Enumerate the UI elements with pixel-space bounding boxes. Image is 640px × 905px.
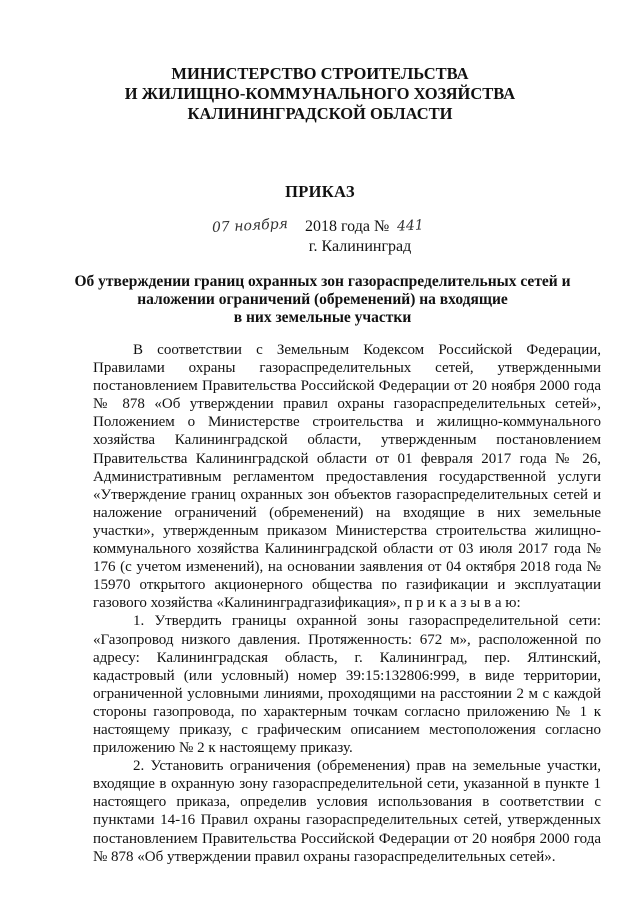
- ministry-name-line-2: И ЖИЛИЩНО-КОММУНАЛЬНОГО ХОЗЯЙСТВА: [124, 84, 516, 103]
- handwritten-number: 441: [396, 217, 425, 235]
- ministry-name-line-1: МИНИСТЕРСТВО СТРОИТЕЛЬСТВА: [171, 64, 469, 83]
- subject-line-1: Об утверждении границ охранных зон газораспределительных сетей и: [74, 273, 571, 290]
- ministry-name-line-3: КАЛИНИНГРАДСКОЙ ОБЛАСТИ: [187, 104, 453, 123]
- year-number-label: 2018 года №: [305, 218, 390, 235]
- subject-line-3: в них земельные участки: [233, 309, 412, 326]
- handwritten-date: 07 ноября: [211, 216, 289, 236]
- city-line: г. Калининград: [308, 238, 412, 255]
- order-body: [93, 341, 601, 866]
- document-title: ПРИКАЗ: [285, 182, 355, 201]
- clause-2-paragraph: 2. Установить ограничения (обременения) прав на земельные участки, входящие в охранную зону газораспределительной сети, указанной в пункте 1 настоящего приказа, определив условия использования в соответствии с пунктами 14-16 Правил охраны газораспределительных сетей, утвержденных постановлением Правительства Российской Федерации от 20 ноября 2000 года № 878 «Об утверждении правил охраны газораспределительных сетей».: [93, 758, 601, 865]
- preamble-paragraph: В соответствии с Земельным Кодексом Российской Федерации, Правилами охраны газораспределительных сетей, утвержденными постановлением Правительства Российской Федерации от 20 ноября 2000 года № 878 «Об утверждении правил охраны газораспределительных сетей», Положением о Министерстве строительства и жилищно-коммунального хозяйства Калининградской области, утвержденным постановлением Правительства Калининградской области от 01 февраля 2017 года № 26, Административным регламентом предоставления государственной услуги «Утверждение границ охранных зон объектов газораспределительных сетей и наложение ограничений (обременений) на входящие в них земельные участки», утвержденным приказом Министерства строительства жилищно-коммунального хозяйства Калининградской области от 03 июля 2017 года № 176 (с учетом изменений), на основании заявления от 04 октября 2018 года № 15970 открытого акционерного общества по газификации и эксплуатации газового хозяйства «Калининградгазификация», п р и к а з ы в а ю:: [93, 342, 601, 612]
- order-subject: [60, 273, 585, 327]
- subject-line-2: наложении ограничений (обременений) на входящие: [137, 291, 508, 308]
- clause-1-paragraph: 1. Утвердить границы охранной зоны газораспределительной сети: «Газопровод низкого давления. Протяженность: 672 м», расположенной по адресу: Калининградская область, г. Калининград, пер. Ялтинский, кадастровый (или условный) номер 39:15:132806:999, в виде территории, ограниченной условными линиями, проходящими на расстоянии 2 м с каждой стороны газопровода, по характерным точкам согласно приложению № 1 к настоящему приказу, с графическим описанием местоположения согласно приложению № 2 к настоящему приказу.: [93, 613, 601, 757]
